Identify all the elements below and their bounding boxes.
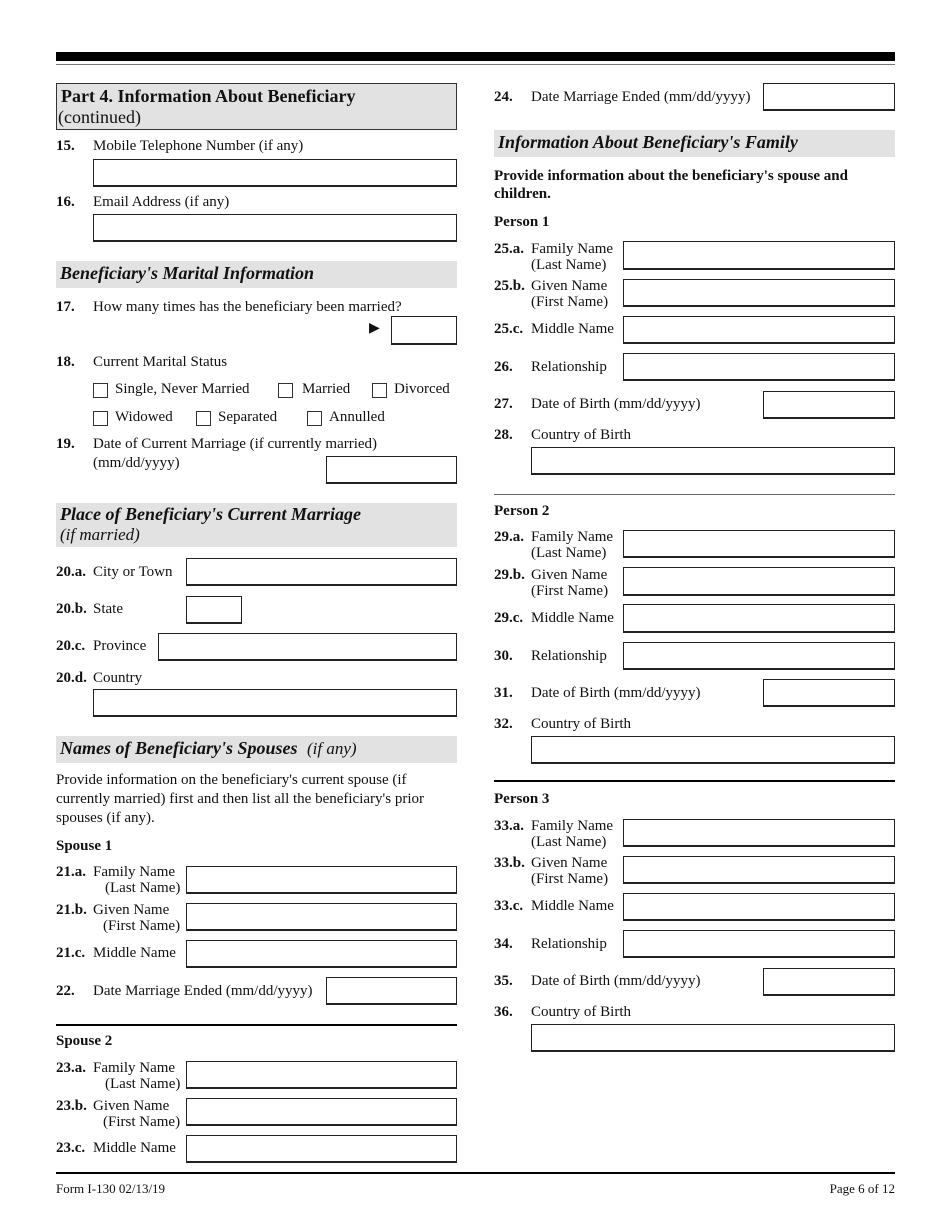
q20c-label: Province — [93, 638, 147, 654]
q29a-label: Family Name — [531, 529, 614, 545]
q21b-label: Given Name — [93, 902, 170, 918]
person3-heading: Person 3 — [494, 791, 550, 807]
family-intro-line: children. — [494, 186, 551, 202]
q21a-label: Family Name — [93, 864, 176, 880]
q30-number: 30. — [494, 648, 513, 664]
person1-family-name-input[interactable] — [623, 241, 895, 270]
person1-dob-input[interactable] — [763, 391, 895, 419]
q33a-number: 33.a. — [494, 818, 524, 834]
person1-country-input[interactable] — [531, 447, 895, 475]
times-married-input[interactable] — [391, 316, 457, 345]
page-number: Page 6 of 12 — [829, 1181, 895, 1196]
place-header-subtitle: (if married) — [60, 525, 140, 544]
q29a-sublabel: (Last Name) — [531, 545, 607, 561]
q33b-number: 33.b. — [494, 855, 525, 871]
person1-middle-name-input[interactable] — [623, 316, 895, 344]
person2-dob-input[interactable] — [763, 679, 895, 707]
q20b-label: State — [93, 601, 123, 617]
spouses-intro-line: spouses (if any). — [56, 810, 155, 826]
country-input[interactable] — [93, 689, 457, 717]
q25b-number: 25.b. — [494, 278, 525, 294]
q27-number: 27. — [494, 396, 513, 412]
q32-label: Country of Birth — [531, 716, 631, 732]
city-input[interactable] — [186, 558, 457, 586]
family-intro-line: Provide information about the beneficiary's spouse and — [494, 168, 848, 184]
q29c-label: Middle Name — [531, 610, 614, 626]
spouse2-given-name-input[interactable] — [186, 1098, 457, 1126]
q23b-number: 23.b. — [56, 1098, 87, 1114]
q27-label: Date of Birth (mm/dd/yyyy) — [531, 396, 701, 412]
q36-number: 36. — [494, 1004, 513, 1020]
divider — [56, 1024, 457, 1026]
footer-rule — [56, 1172, 895, 1174]
q25a-number: 25.a. — [494, 241, 524, 257]
single-label: Single, Never Married — [115, 381, 250, 397]
q33c-label: Middle Name — [531, 898, 614, 914]
q17-number: 17. — [56, 299, 75, 315]
spouse2-marriage-ended-input[interactable] — [763, 83, 895, 111]
q21c-number: 21.c. — [56, 945, 86, 961]
person3-relationship-input[interactable] — [623, 930, 895, 958]
q25c-label: Middle Name — [531, 321, 614, 337]
q20a-number: 20.a. — [56, 564, 86, 580]
q22-number: 22. — [56, 983, 75, 999]
q33b-label: Given Name — [531, 855, 608, 871]
q33b-sublabel: (First Name) — [531, 871, 609, 887]
married-label: Married — [302, 381, 351, 397]
q25b-sublabel: (First Name) — [531, 294, 609, 310]
q23b-sublabel: (First Name) — [103, 1114, 181, 1130]
marital-header-title: Beneficiary's Marital Information — [60, 263, 315, 283]
q21b-sublabel: (First Name) — [103, 918, 181, 934]
q34-label: Relationship — [531, 936, 607, 952]
family-header — [494, 130, 895, 157]
q25b-label: Given Name — [531, 278, 608, 294]
q31-label: Date of Birth (mm/dd/yyyy) — [531, 685, 701, 701]
q33a-label: Family Name — [531, 818, 614, 834]
q20d-number: 20.d. — [56, 670, 87, 686]
q21c-label: Middle Name — [93, 945, 176, 961]
person2-country-input[interactable] — [531, 736, 895, 764]
spouses-header-suffix: (if any) — [307, 739, 357, 758]
married-checkbox[interactable] — [278, 383, 293, 398]
spouse1-marriage-ended-input[interactable] — [326, 977, 457, 1005]
spouses-intro-line: Provide information on the beneficiary's current spouse (if — [56, 772, 407, 788]
q23a-label: Family Name — [93, 1060, 176, 1076]
arrow-right-icon: ▶ — [369, 321, 380, 336]
q19-label: Date of Current Marriage (if currently married) — [93, 436, 378, 452]
spouse1-middle-name-input[interactable] — [186, 940, 457, 968]
q33a-sublabel: (Last Name) — [531, 834, 607, 850]
q34-number: 34. — [494, 936, 513, 952]
person1-given-name-input[interactable] — [623, 279, 895, 307]
part-title: Part 4. Information About Beneficiary — [61, 86, 356, 106]
divider — [494, 780, 895, 782]
q23a-sublabel: (Last Name) — [105, 1076, 181, 1092]
separated-label: Separated — [218, 409, 278, 425]
spouse1-heading: Spouse 1 — [56, 838, 113, 854]
q36-label: Country of Birth — [531, 1004, 631, 1020]
q31-number: 31. — [494, 685, 513, 701]
separated-checkbox[interactable] — [196, 411, 211, 426]
q18-number: 18. — [56, 354, 75, 370]
q29b-sublabel: (First Name) — [531, 583, 609, 599]
state-input[interactable] — [186, 596, 242, 624]
person3-family-name-input[interactable] — [623, 819, 895, 847]
person3-middle-name-input[interactable] — [623, 893, 895, 921]
top-rule — [56, 52, 895, 61]
q23c-label: Middle Name — [93, 1140, 176, 1156]
person2-relationship-input[interactable] — [623, 642, 895, 670]
top-thin-rule — [56, 64, 895, 65]
spouse1-family-name-input[interactable] — [186, 866, 457, 894]
q22-label: Date Marriage Ended (mm/dd/yyyy) — [93, 983, 313, 999]
q20d-label: Country — [93, 670, 143, 686]
q23c-number: 23.c. — [56, 1140, 86, 1156]
q20b-number: 20.b. — [56, 601, 87, 617]
person1-relationship-input[interactable] — [623, 353, 895, 381]
q30-label: Relationship — [531, 648, 607, 664]
q19-number: 19. — [56, 436, 75, 452]
q28-label: Country of Birth — [531, 427, 631, 443]
place-header-title: Place of Beneficiary's Current Marriage — [60, 504, 361, 524]
q25c-number: 25.c. — [494, 321, 524, 337]
person2-middle-name-input[interactable] — [623, 604, 895, 633]
q23a-number: 23.a. — [56, 1060, 86, 1076]
q23b-label: Given Name — [93, 1098, 170, 1114]
spouse2-middle-name-input[interactable] — [186, 1135, 457, 1163]
q35-label: Date of Birth (mm/dd/yyyy) — [531, 973, 701, 989]
spouse2-heading: Spouse 2 — [56, 1033, 113, 1049]
mobile-phone-input[interactable] — [93, 159, 457, 187]
part-header — [56, 83, 457, 130]
person2-given-name-input[interactable] — [623, 567, 895, 596]
q32-number: 32. — [494, 716, 513, 732]
q20a-label: City or Town — [93, 564, 173, 580]
annulled-checkbox[interactable] — [307, 411, 322, 426]
widowed-checkbox[interactable] — [93, 411, 108, 426]
q17-label: How many times has the beneficiary been married? — [93, 299, 402, 315]
q29a-number: 29.a. — [494, 529, 524, 545]
person3-dob-input[interactable] — [763, 968, 895, 996]
q25a-sublabel: (Last Name) — [531, 257, 607, 273]
spouse2-family-name-input[interactable] — [186, 1061, 457, 1089]
email-input[interactable] — [93, 214, 457, 242]
marital-header — [56, 261, 457, 288]
q20c-number: 20.c. — [56, 638, 86, 654]
q24-label: Date Marriage Ended (mm/dd/yyyy) — [531, 89, 751, 105]
q29b-number: 29.b. — [494, 567, 525, 583]
divider — [494, 494, 895, 495]
widowed-label: Widowed — [115, 409, 173, 425]
divorced-checkbox[interactable] — [372, 383, 387, 398]
q25a-label: Family Name — [531, 241, 614, 257]
q16-number: 16. — [56, 194, 75, 210]
q29c-number: 29.c. — [494, 610, 524, 626]
part-subtitle: (continued) — [58, 107, 141, 127]
person2-family-name-input[interactable] — [623, 530, 895, 558]
q35-number: 35. — [494, 973, 513, 989]
q29b-label: Given Name — [531, 567, 608, 583]
annulled-label: Annulled — [329, 409, 385, 425]
province-input[interactable] — [158, 633, 457, 661]
divorced-label: Divorced — [394, 381, 450, 397]
place-header — [56, 503, 457, 547]
q28-number: 28. — [494, 427, 513, 443]
q15-label: Mobile Telephone Number (if any) — [93, 138, 304, 154]
marriage-date-input[interactable] — [326, 456, 457, 484]
q21a-sublabel: (Last Name) — [105, 880, 181, 896]
q33c-number: 33.c. — [494, 898, 524, 914]
person2-heading: Person 2 — [494, 503, 550, 519]
q16-label: Email Address (if any) — [93, 194, 230, 210]
q15-number: 15. — [56, 138, 75, 154]
person1-heading: Person 1 — [494, 214, 550, 230]
q26-number: 26. — [494, 359, 513, 375]
spouse1-given-name-input[interactable] — [186, 903, 457, 931]
q21b-number: 21.b. — [56, 902, 87, 918]
person3-given-name-input[interactable] — [623, 856, 895, 884]
spouses-header-title: Names of Beneficiary's Spouses — [60, 738, 298, 758]
spouses-intro-line: currently married) first and then list all the beneficiary's prior — [56, 791, 424, 807]
spouses-header — [56, 736, 457, 763]
q19-label-format: (mm/dd/yyyy) — [93, 455, 180, 471]
q26-label: Relationship — [531, 359, 607, 375]
q21a-number: 21.a. — [56, 864, 86, 880]
q18-label: Current Marital Status — [93, 354, 228, 370]
q24-number: 24. — [494, 89, 513, 105]
single-checkbox[interactable] — [93, 383, 108, 398]
person3-country-input[interactable] — [531, 1024, 895, 1052]
family-header-title: Information About Beneficiary's Family — [498, 132, 798, 152]
form-id: Form I-130 02/13/19 — [56, 1181, 166, 1196]
